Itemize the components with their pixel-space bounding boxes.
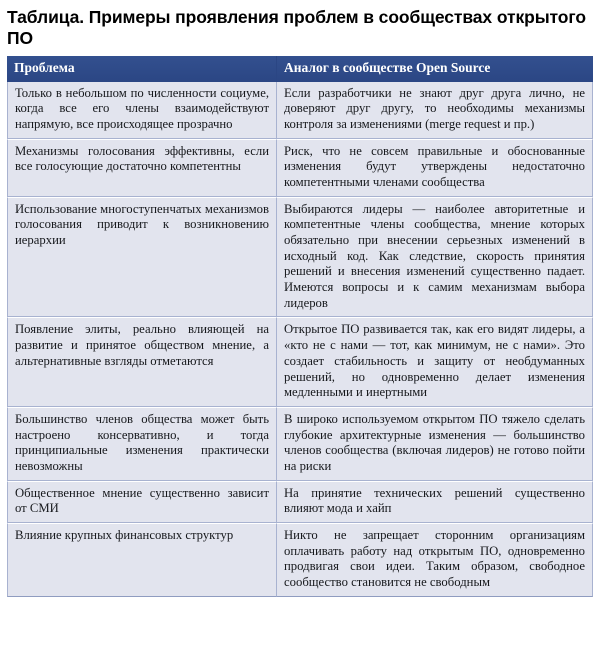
title-block — [0, 0, 600, 56]
cell-problem-text: Только в небольшом по численности социуме, когда все его члены взаимодействуют напрямую, все происходящее прозрачно — [15, 85, 269, 131]
cell-problem — [7, 139, 277, 197]
cell-analog-text: На принятие технических решений существенно влияют мода и хайп — [284, 485, 585, 516]
cell-problem — [7, 82, 277, 139]
cell-analog — [277, 82, 593, 139]
cell-analog-text: Если разработчики не знают друг друга лично, не доверяют друг другу, то необходимы механизмы контроля за изменениями (merge request и пр.) — [284, 85, 585, 131]
problems-comparison-table — [7, 56, 593, 597]
table-row — [7, 317, 593, 406]
column-header-analog: Аналог в сообществе Open Source — [277, 56, 593, 82]
table-row — [7, 139, 593, 197]
cell-problem — [7, 481, 277, 523]
cell-analog — [277, 317, 593, 406]
cell-analog — [277, 139, 593, 197]
cell-analog-text: Риск, что не совсем правильные и обоснованные изменения будут утверждены недостаточно компетентными членами сообщества — [284, 143, 585, 189]
cell-problem-text: Общественное мнение существенно зависит от СМИ — [15, 485, 269, 516]
cell-analog-text: Никто не запрещает сторонним организациям оплачивать работу над открытым ПО, одновременно продвигая свои идеи. Таким образом, свободное сообщество становится не свободным — [284, 528, 585, 590]
cell-analog — [277, 407, 593, 481]
table-header — [7, 56, 593, 82]
cell-problem-text: Влияние крупных финансовых структур — [15, 528, 234, 543]
cell-problem — [7, 407, 277, 481]
table-row — [7, 197, 593, 318]
cell-analog — [277, 197, 593, 318]
table-row — [7, 523, 593, 597]
cell-problem — [7, 317, 277, 406]
table-header-row — [7, 56, 593, 82]
cell-problem-text: Появление элиты, реально влияющей на развитие и принятое обществом мнение, а альтернативные взгляды отметаются — [15, 322, 269, 368]
table-row — [7, 82, 593, 139]
cell-analog-text: Выбираются лидеры — наиболее авторитетные и компетентные члены сообщества, мнение которых обязательно при внесении серьезных изменений в исходный код. Как следствие, скорость принятия решений и внесения изменений существенно падает. Имеются вопросы и к самим механизмам выбора лидеров — [284, 201, 585, 310]
cell-problem-text: Использование многоступенчатых механизмов голосования приводит к возникновению иерархии — [15, 201, 269, 248]
cell-problem — [7, 197, 277, 318]
table-row — [7, 481, 593, 523]
page-title: Таблица. Примеры проявления проблем в сообществах открытого ПО — [7, 7, 586, 49]
table-body — [7, 82, 593, 597]
cell-analog — [277, 523, 593, 597]
table-row — [7, 407, 593, 481]
cell-problem-text: Большинство членов общества может быть настроено консервативно, и тогда принципиальные изменения практически невозможны — [15, 411, 269, 473]
cell-problem — [7, 523, 277, 597]
cell-analog — [277, 481, 593, 523]
cell-analog-text: В широко используемом открытом ПО тяжело сделать глубокие архитектурные изменения — большинство членов сообщества (включая лидеров) не готово пойти на риски — [284, 411, 585, 473]
cell-problem-text: Механизмы голосования эффективны, если все голосующие достаточно компетентны — [15, 143, 269, 174]
column-header-problem: Проблема — [7, 56, 277, 82]
cell-analog-text: Открытое ПО развивается так, как его видят лидеры, а «кто не с нами — тот, как минимум, не с нами». Это создает стабильность и защиту от необдуманных решений, но одновременно делает изменения медленными и инертными — [284, 322, 585, 400]
